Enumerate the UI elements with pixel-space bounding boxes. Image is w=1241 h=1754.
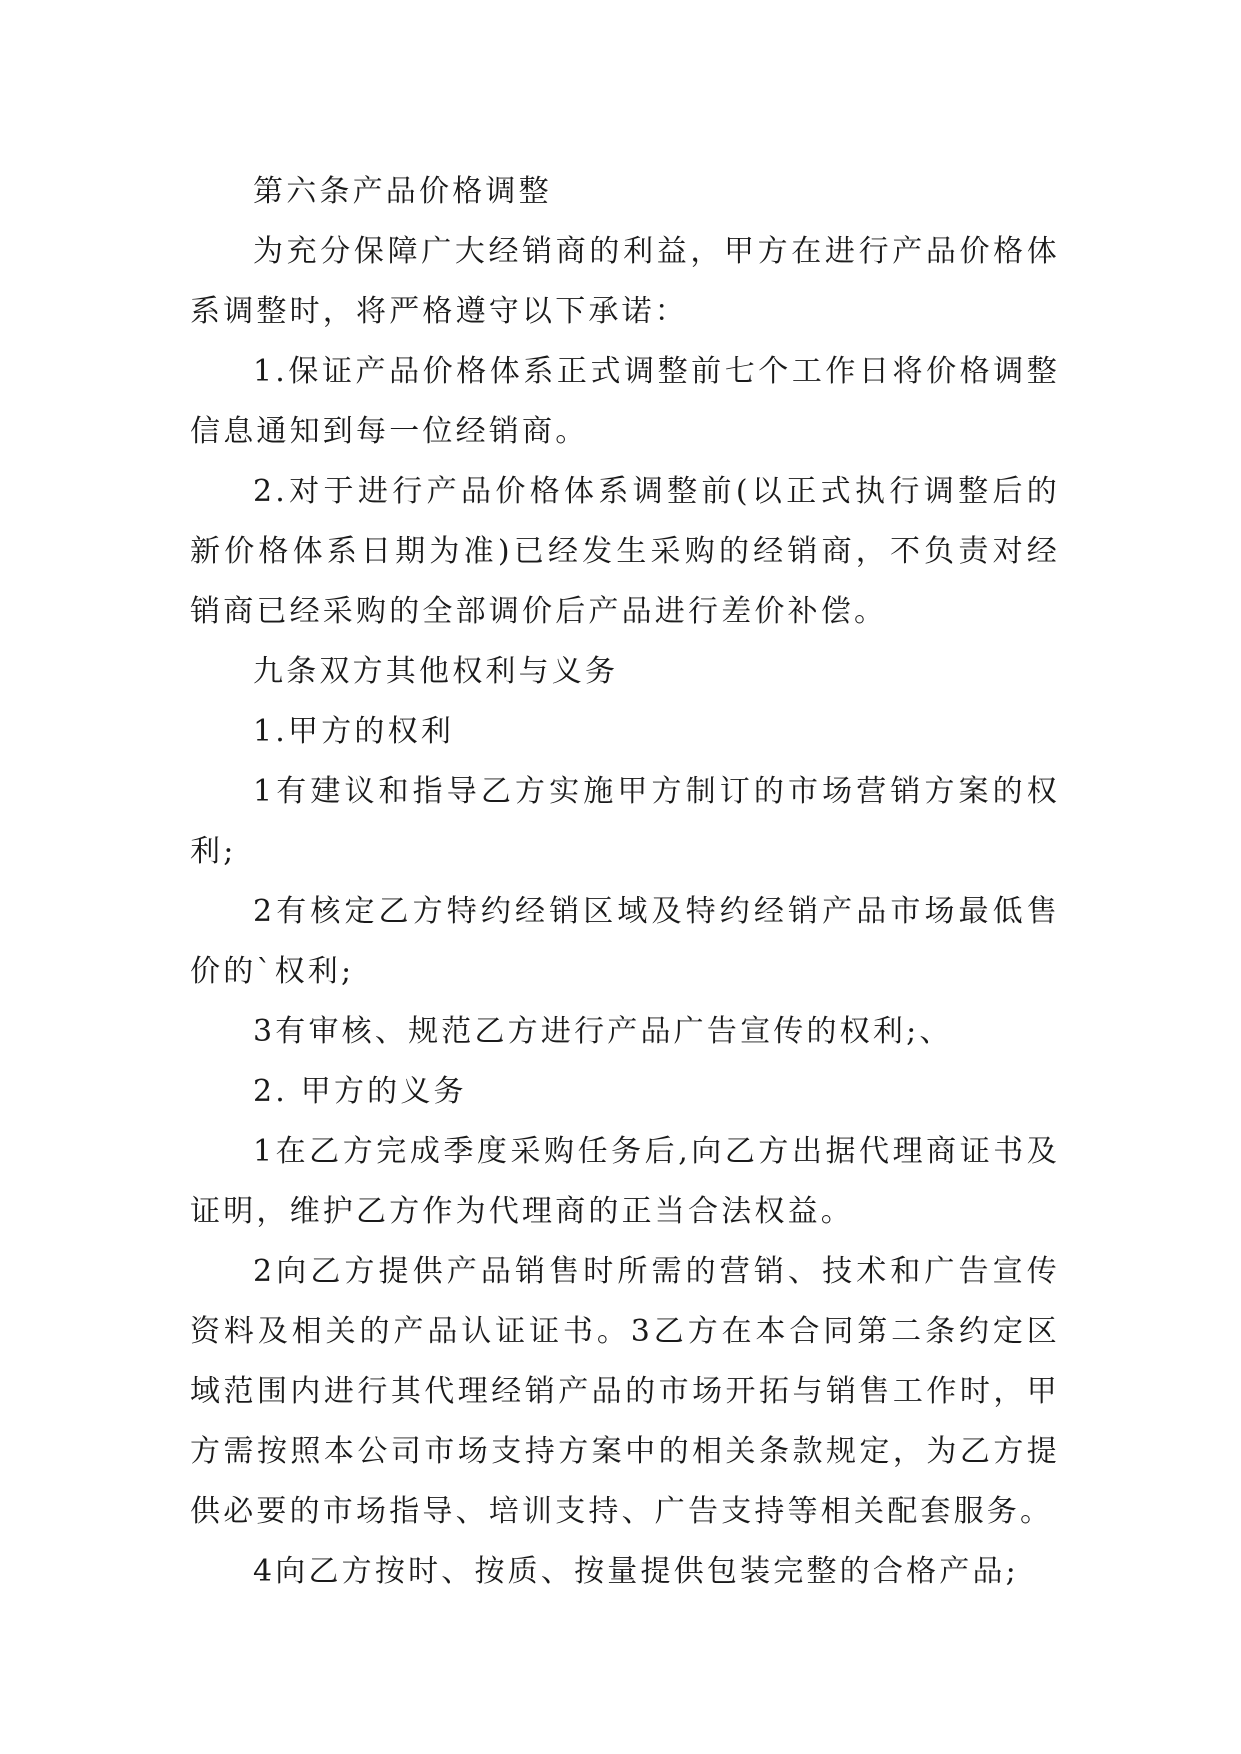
paragraph: 1在乙方完成季度采购任务后,向乙方出据代理商证书及证明，维护乙方作为代理商的正当合法权益。 (190, 1134, 1060, 1229)
article-heading: 九条双方其他权利与义务 (253, 654, 619, 689)
paragraph: 4向乙方按时、按质、按量提供包装完整的合格产品; (253, 1554, 1019, 1589)
paragraph: 1.保证产品价格体系正式调整前七个工作日将价格调整信息通知到每一位经销商。 (190, 354, 1060, 449)
paragraph: 为充分保障广大经销商的利益，甲方在进行产品价格体系调整时，将严格遵守以下承诺： (190, 234, 1060, 329)
paragraph: 3有审核、规范乙方进行产品广告宣传的权利;、 (253, 1014, 953, 1049)
paragraph: 1有建议和指导乙方实施甲方制订的市场营销方案的权利; (190, 774, 1060, 869)
document-body (190, 162, 1060, 1602)
article-heading: 第六条产品价格调整 (253, 174, 552, 209)
section-heading: 1.甲方的权利 (253, 714, 455, 749)
section-heading: 2. 甲方的义务 (253, 1074, 467, 1109)
paragraph: 2.对于进行产品价格体系调整前(以正式执行调整后的新价格体系日期为准)已经发生采购的经销商，不负责对经销商已经采购的全部调价后产品进行差价补偿。 (190, 474, 1060, 629)
paragraph: 2向乙方提供产品销售时所需的营销、技术和广告宣传资料及相关的产品认证证书。3乙方在本合同第二条约定区域范围内进行其代理经销产品的市场开拓与销售工作时，甲方需按照本公司市场支持方案中的相关条款规定，为乙方提供必要的市场指导、培训支持、广告支持等相关配套服务。 (190, 1254, 1060, 1529)
paragraph: 2有核定乙方特约经销区域及特约经销产品市场最低售价的`权利; (190, 894, 1060, 989)
